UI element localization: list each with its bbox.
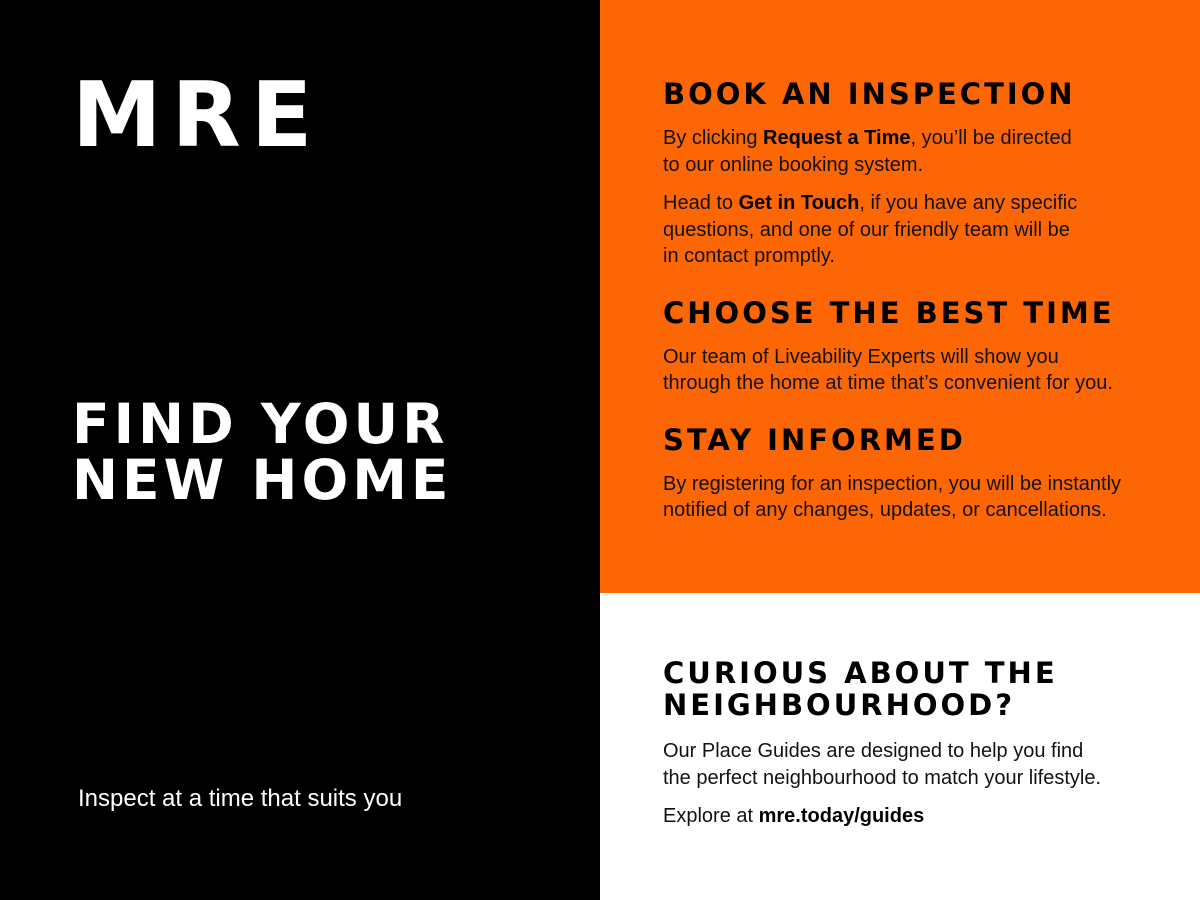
text-line: questions, and one of our friendly team will be bbox=[663, 218, 1070, 241]
choose-time-section bbox=[663, 297, 1160, 397]
text-segment: , you’ll be directed bbox=[910, 127, 1072, 149]
get-in-touch-label: Get in Touch bbox=[738, 192, 860, 214]
headline-line-1: FIND YOUR bbox=[72, 392, 449, 456]
choose-time-paragraph bbox=[663, 344, 1160, 397]
text-line: Our Place Guides are designed to help you find bbox=[663, 740, 1084, 762]
text-line bbox=[663, 190, 1160, 217]
request-a-time-label: Request a Time bbox=[763, 127, 911, 149]
inspection-panel bbox=[600, 0, 1200, 593]
neighbourhood-heading bbox=[663, 657, 1160, 721]
book-inspection-section bbox=[663, 78, 1160, 270]
headline bbox=[72, 392, 453, 512]
stay-informed-section bbox=[663, 424, 1160, 524]
stay-informed-paragraph bbox=[663, 471, 1160, 524]
book-inspection-paragraph-1 bbox=[663, 125, 1160, 178]
neighbourhood-section bbox=[663, 657, 1160, 830]
book-inspection-heading: BOOK AN INSPECTION bbox=[663, 77, 1076, 111]
text-line: By registering for an inspection, you will be instantly bbox=[663, 472, 1122, 495]
stay-informed-heading: STAY INFORMED bbox=[663, 422, 966, 457]
text-line bbox=[663, 125, 1160, 152]
text-segment: Head to bbox=[663, 192, 739, 214]
text-segment: , if you have any specific bbox=[859, 192, 1078, 214]
explore-line bbox=[663, 803, 1160, 830]
text-line bbox=[663, 803, 1160, 830]
tagline: Inspect at a time that suits you bbox=[78, 785, 403, 812]
brand-logo: MRE bbox=[72, 63, 323, 168]
text-line: notified of any changes, updates, or cancellations. bbox=[663, 499, 1107, 521]
text-line: the perfect neighbourhood to match your lifestyle. bbox=[663, 766, 1102, 789]
choose-time-heading: CHOOSE THE BEST TIME bbox=[663, 295, 1115, 330]
neighbourhood-heading-line-1: CURIOUS ABOUT THE bbox=[663, 656, 1058, 690]
text-line: Our team of Liveability Experts will show you bbox=[663, 345, 1059, 368]
guides-url[interactable]: mre.today/guides bbox=[758, 805, 925, 827]
text-segment: By clicking bbox=[663, 127, 764, 149]
text-segment: Explore at bbox=[663, 805, 759, 827]
text-line: to our online booking system. bbox=[663, 153, 924, 176]
headline-line-2: NEW HOME bbox=[72, 448, 453, 512]
text-line: in contact promptly. bbox=[663, 245, 835, 267]
neighbourhood-heading-line-2: NEIGHBOURHOOD? bbox=[663, 688, 1016, 722]
neighbourhood-panel bbox=[600, 593, 1200, 900]
text-line: through the home at time that’s convenient for you. bbox=[663, 372, 1113, 394]
neighbourhood-paragraph bbox=[663, 738, 1160, 791]
book-inspection-paragraph-2 bbox=[663, 190, 1160, 270]
